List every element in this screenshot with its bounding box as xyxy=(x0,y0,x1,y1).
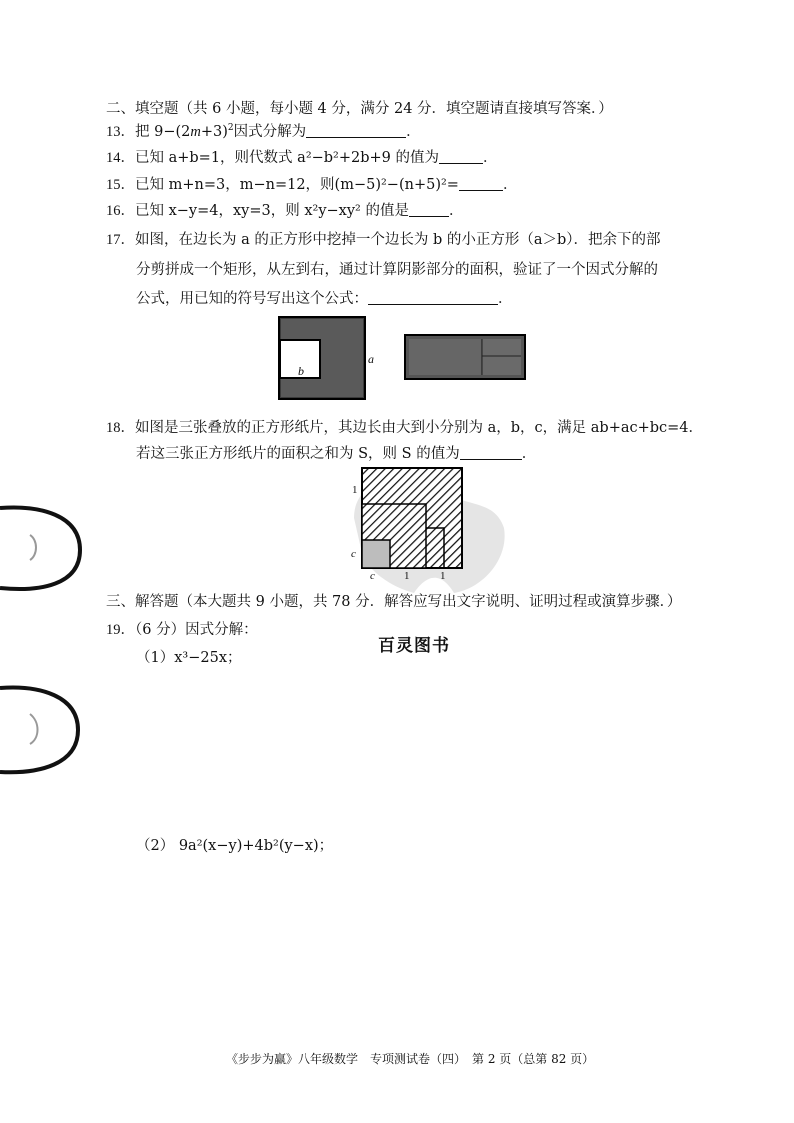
answer-blank[interactable] xyxy=(368,290,498,305)
question-15: 15．已知 m+n=3，m−n=12，则(m−5)²−(n+5)²= ． xyxy=(106,177,518,193)
fig-label-1: 1 xyxy=(440,570,446,582)
question-17-line-1: 17．如图，在边长为 a 的正方形中挖掉一个边长为 b 的小正方形（a＞b）．把余下的部 xyxy=(106,232,661,248)
question-number: 16． xyxy=(106,203,135,219)
question-14: 14．已知 a+b=1，则代数式 a²−b²+2b+9 的值为 ． xyxy=(106,150,498,166)
question-17-line-2: 分剪拼成一个矩形，从左到右，通过计算阴影部分的面积，验证了一个因式分解的 xyxy=(136,262,658,278)
question-number: 17． xyxy=(106,232,135,248)
thumb-shadow-top xyxy=(0,500,90,600)
fig-label-c: c xyxy=(351,548,356,560)
figure-rectangle xyxy=(404,334,528,382)
question-18-line-2: 若这三张正方形纸片的面积之和为 S，则 S 的值为 ． xyxy=(136,446,537,462)
question-number: 19． xyxy=(106,622,135,638)
watermark-logo: 百灵图书 xyxy=(378,636,450,656)
question-18-line-1: 18．如图是三张叠放的正方形纸片，其边长由大到小分别为 a，b，c，满足 ab+ac+bc=4． xyxy=(106,420,704,436)
question-13: 13．把 $9-(2m+3)^2$因式分解为 ． xyxy=(106,123,421,140)
page-footer: 《步步为赢》八年级数学 专项测试卷（四） 第 2 页（总第 82 页） xyxy=(226,1052,595,1066)
question-number: 14． xyxy=(106,150,135,166)
question-number: 18． xyxy=(106,420,135,436)
section-2-heading: 二、填空题（共 6 小题，每小题 4 分，满分 24 分．填空题请直接填写答案．） xyxy=(106,101,613,117)
section-3-heading: 三、解答题（本大题共 9 小题，共 78 分．解答应写出文字说明、证明过程或演算步骤．） xyxy=(106,594,682,610)
answer-blank[interactable] xyxy=(409,202,449,217)
question-19-head: 19．（6 分）因式分解： xyxy=(106,622,258,638)
label-b: b xyxy=(298,364,304,378)
answer-blank[interactable] xyxy=(439,149,483,164)
question-19-part-2: （2） 9a²(x−y)+4b²(y−x)； xyxy=(136,838,334,854)
question-19-part-1: （1）x³−25x； xyxy=(136,650,242,666)
fig-label-c: c xyxy=(370,570,375,582)
question-number: 13． xyxy=(106,124,135,140)
question-17-line-3: 公式，用已知的符号写出这个公式： ． xyxy=(136,291,513,307)
thumb-shadow-bottom xyxy=(0,682,90,782)
question-number: 15． xyxy=(106,177,135,193)
fig-label-1: 1 xyxy=(404,570,410,582)
answer-blank[interactable] xyxy=(306,123,406,138)
label-a: a xyxy=(368,352,374,366)
question-16: 16．已知 x−y=4，xy=3，则 x²y−xy² 的值是 ． xyxy=(106,203,464,219)
fig-label-1: 1 xyxy=(352,484,358,496)
figure-square-with-hole xyxy=(278,316,378,400)
answer-blank[interactable] xyxy=(459,176,503,191)
